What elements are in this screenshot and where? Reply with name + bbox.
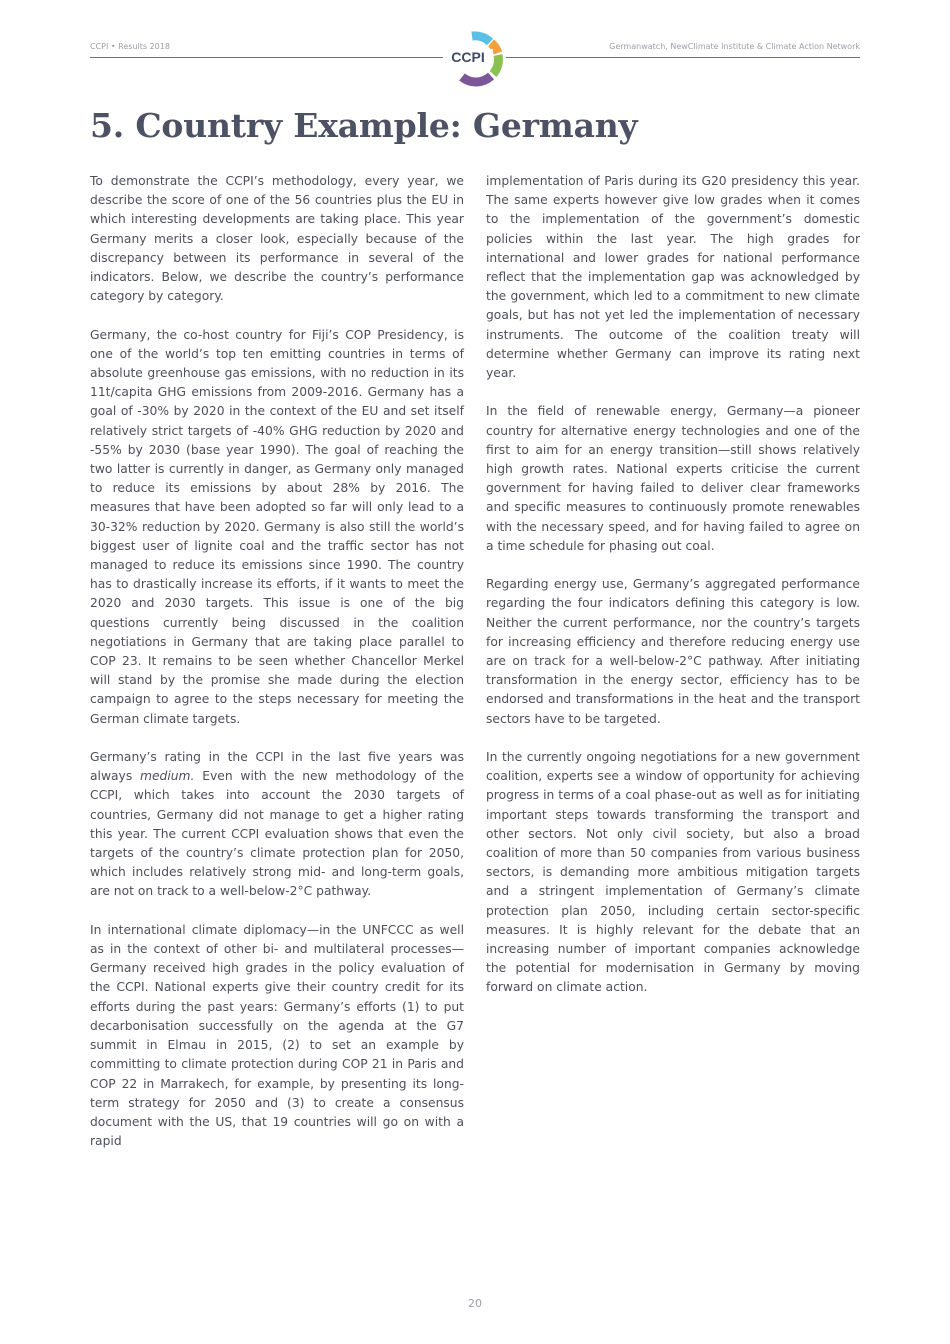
paragraph-implementation: implementation of Paris during its G20 presidency this year. The same experts however give low grades when it comes to the implementation of the government’s domestic policies within the last year. The high grades for international and lower grades for national performance reflect that the implementation gap was acknowledged by the government, which led to a commitment to new climate goals, but has not yet led the implementation of necessary instruments. The outcome of the coalition treaty will determine whether Germany can improve its rating next year. xyxy=(486,174,860,381)
logo-text: CCPI xyxy=(451,49,485,65)
paragraph-renewables: In the field of renewable energy, Germany—a pioneer country for alternative energy technologies and one of the first to aim for an energy transition—still shows relatively high growth rates. National experts criticise the current government for having failed to deliver clear frameworks and specific measures to continuously promote renewables with the necessary speed, and for having failed to agree on a time schedule for phasing out coal. xyxy=(486,404,860,553)
ccpi-logo xyxy=(441,29,509,87)
header-left-text: CCPI • Results 2018 xyxy=(90,42,170,51)
header-right-text: Germanwatch, NewClimate Institute & Climate Action Network xyxy=(609,42,860,51)
rating-text-start: Germany’s rating in the CCPI in the last five years was always xyxy=(90,750,464,784)
page-number: 20 xyxy=(468,1297,482,1310)
rating-medium: medium. xyxy=(140,769,195,784)
paragraph-rating xyxy=(90,748,464,902)
rating-text-end: Even with the new methodology of the CCPI, which takes into account the 2030 targets of countries, Germany did not manage to get a higher rating this year. The current CCPI evaluation shows that even the targets of the country’s climate protection plan for 2050, which includes relatively strong mid- and long-term goals, are not on track to a well-below-2°C pathway. xyxy=(90,769,464,899)
paragraph-diplomacy: In international climate diplomacy—in the UNFCCC as well as in the context of other bi- and multilateral processes—Germany received high grades in the policy evaluation of the CCPI. National experts give their country credit for its efforts during the past years: Germany’s efforts (1) to put decarbonisation successfully on the agenda at the G7 summit in Elmau in 2015, (2) to set an example by committing to climate protection during COP 21 in Paris and COP 22 in Marrakech, for example, by presenting its long-term strategy for 2050 and (3) to create a consensus document with the US, that 19 countries will go on with a rapid xyxy=(90,922,464,1149)
paragraph-negotiations: In the currently ongoing negotiations for a new government coalition, experts see a window of opportunity for achieving progress in terms of a coal phase-out as well as for initiating important steps towards transforming the transport and other sectors. Not only civil society, but also a broad coalition of more than 50 companies from various business sectors, is demanding more ambitious mitigation targets and a stringent implementation of Germany’s climate protection plan 2050, including certain sector-specific measures. It is highly relevant for the debate that an increasing number of important companies acknowledge the potential for modernisation in Germany by moving forward on climate action. xyxy=(486,750,860,995)
logo-arc-purple xyxy=(462,76,491,82)
header-rule-right xyxy=(506,57,860,58)
left-column xyxy=(90,172,464,1171)
paragraph-energy-use: Regarding energy use, Germany’s aggregated performance regarding the four indicators defining this category is low. Neither the current performance, nor the country’s targets for increasing efficiency and therefore reducing energy use are on track for a well-below-2°C pathway. After initiating transformation in the energy sector, efficiency has to be endorsed and transformations in the heat and the transport sectors have to be targeted. xyxy=(486,577,860,726)
header-rule-left xyxy=(90,57,444,58)
right-column xyxy=(486,172,860,1017)
page-title: 5. Country Example: Germany xyxy=(90,106,638,145)
logo-arc-green xyxy=(493,55,498,74)
logo-arc-blue xyxy=(472,36,490,42)
paragraph-intro: To demonstrate the CCPI’s methodology, every year, we describe the score of one of the 56 countries plus the EU in which interesting developments are taking place. This year Germany merits a closer look, especially because of the discrepancy between its performance in several of the indicators. Below, we describe the country’s performance category by category. xyxy=(90,174,464,304)
paragraph-emissions: Germany, the co-host country for Fiji’s COP Presidency, is one of the world’s top ten emitting countries in terms of absolute greenhouse gas emissions, with no reduction in its 11t/capita GHG emissions from 2009-2016. Germany has a goal of -30% by 2020 in the context of the EU and set itself relatively strict targets of -40% GHG reduction by 2020 and -55% by 2030 (base year 1990). The goal of reaching the two latter is currently in danger, as Germany only managed to reduce its emissions by about 28% by 2016. The measures that have been adopted so far will only lead to a 30-32% reduction by 2020. Germany is also still the world’s biggest user of lignite coal and the traffic sector has not managed to reduce its emissions since 1990. The country has to drastically increase its efforts, if it wants to meet the 2020 and 2030 targets. This issue is one of the big questions currently being discussed in the coalition negotiations in Germany that are taking place parallel to COP 23. It remains to be seen whether Chancellor Merkel will stand by the promise she made during the election campaign to agree to the steps necessary for meeting the German climate targets. xyxy=(90,327,464,726)
